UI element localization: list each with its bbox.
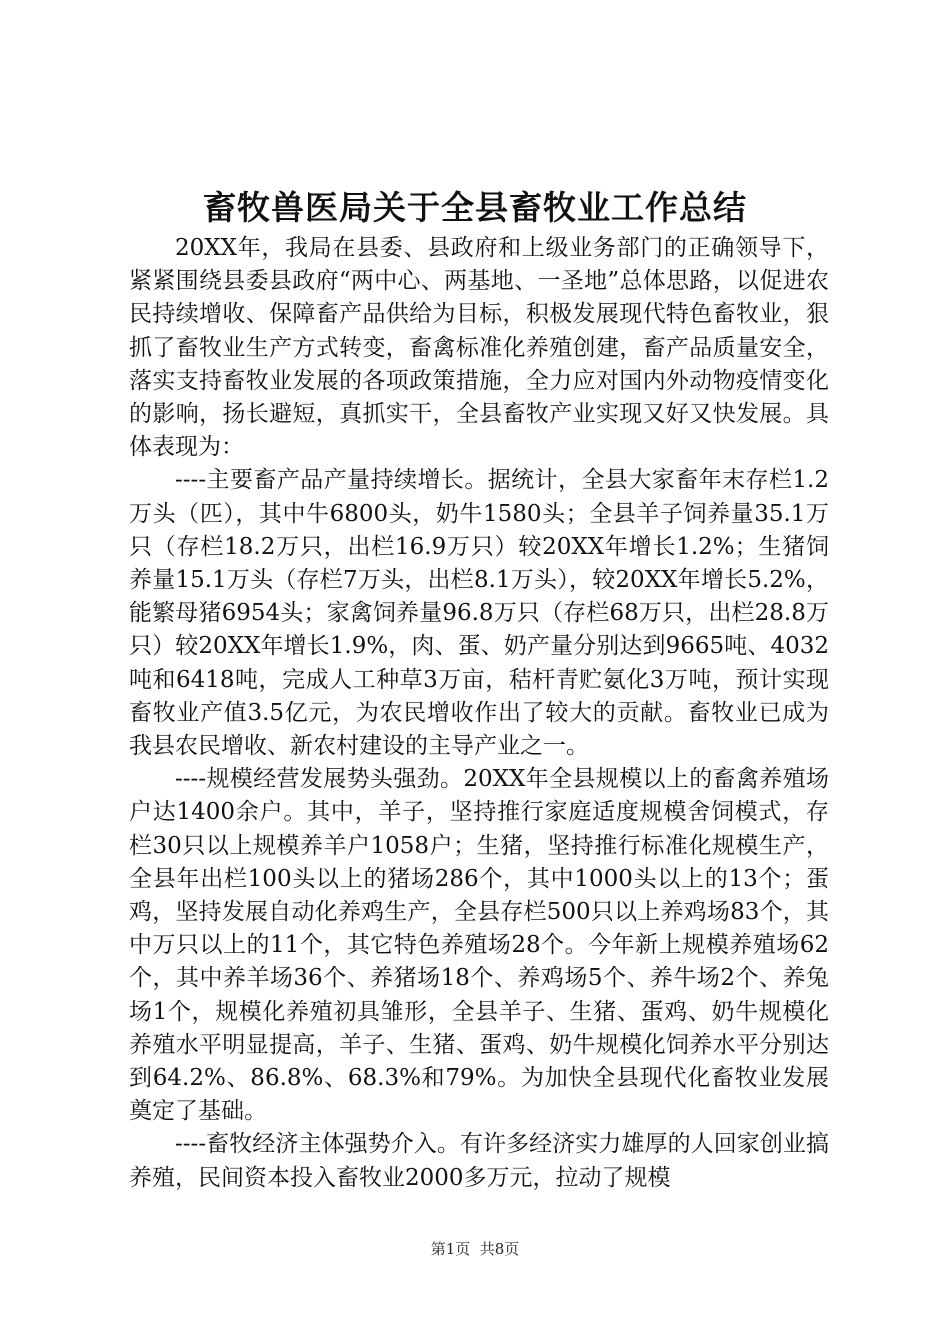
paragraph-production-growth: ----主要畜产品产量持续增长。据统计，全县大家畜年末存栏1.2万头（匹），其中牛6800头，奶牛1580头；全县羊子饲养量35.1万只（存栏18.2万只，出栏16.9万只）较20XX年增长1.2%；生猪饲养量15.1万头（存栏7万头，出栏8.1万头），较20XX年增长5.2%，能繁母猪6954头；家禽饲养量96.8万只（存栏68万只，出栏28.8万只）较20XX年增长1.9%，肉、蛋、奶产量分别达到9665吨、4032吨和6418吨，完成人工种草3万亩，秸杆青贮氨化3万吨，预计实现畜牧业产值3.5亿元，为农民增收作出了较大的贡献。畜牧业已成为我县农民增收、新农村建设的主导产业之一。 — [129, 467, 829, 760]
paragraph-intro: 20XX年，我局在县委、县政府和上级业务部门的正确领导下，紧紧围绕县委县政府“两中心、两基地、一圣地”总体思路，以促进农民持续增收、保障畜产品供给为目标，积极发展现代特色畜牧业，狠抓了畜牧业生产方式转变，畜禽标准化养殖创建，畜产品质量安全，落实支持畜牧业发展的各项政策措施，全力应对国内外动物疫情变化的影响，扬长避短，真抓实干，全县畜牧产业实现又好又快发展。具体表现为： — [129, 235, 829, 461]
document-title: 畜牧兽医局关于全县畜牧业工作总结 — [203, 188, 747, 227]
paragraph-scale-operations: ----规模经营发展势头强劲。20XX年全县规模以上的畜禽养殖场户达1400余户。其中，羊子，坚持推行家庭适度规模舍饲模式，存栏30只以上规模养羊户1058户；生猪，坚持推行标准化规模生产，全县年出栏100头以上的猪场286个，其中1000头以上的13个；蛋鸡，坚持发展自动化养鸡生产，全县存栏500只以上养鸡场83个，其中万只以上的11个，其它特色养殖场28个。今年新上规模养殖场62个，其中养羊场36个、养猪场18个、养鸡场5个、养牛场2个、养兔场1个，规模化养殖初具雏形，全县羊子、生猪、蛋鸡、奶牛规模化养殖水平明显提高，羊子、生猪、蛋鸡、奶牛规模化饲养水平分别达到64.2%、86.8%、68.3%和79%。为加快全县现代化畜牧业发展奠定了基础。 — [129, 766, 829, 1125]
paragraph-economic-entities: ----畜牧经济主体强势介入。有许多经济实力雄厚的人回家创业搞养殖，民间资本投入畜牧业2000多万元，拉动了规模 — [129, 1131, 829, 1191]
document-body — [129, 232, 829, 1195]
page-number-footer: 第1页 共8页 — [430, 1240, 520, 1258]
